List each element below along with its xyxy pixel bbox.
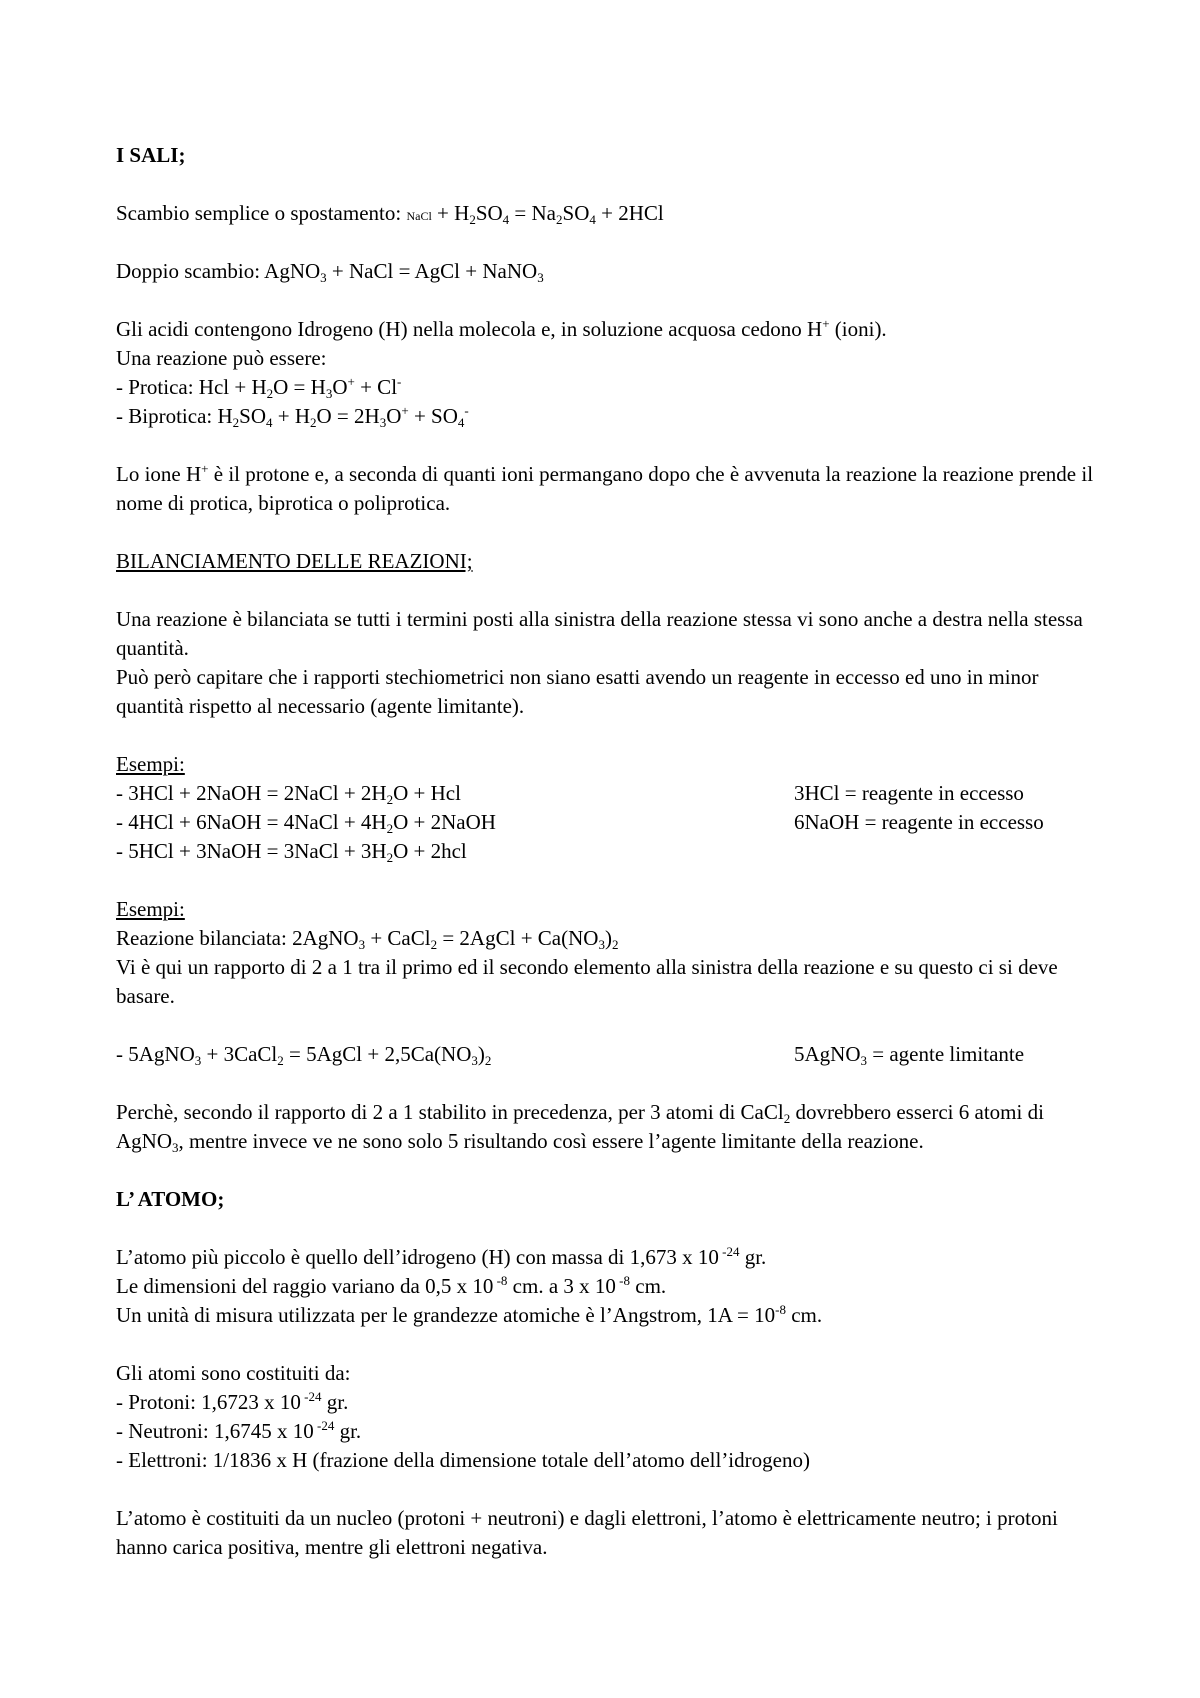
acidi-line: Gli acidi contengono Idrogeno (H) nella molecola e, in soluzione acquosa cedono H+ (ioni). bbox=[116, 316, 887, 341]
reazione-line: Una reazione può essere: bbox=[116, 346, 327, 370]
protica-line: - Protica: Hcl + $H_2O = H_3O^+ + Cl^-$ bbox=[116, 374, 402, 401]
rapporto-paragraph: Vi è qui un rapporto di 2 a 1 tra il primo ed il secondo elemento alla sinistra della reazione e su questo ci si deve basare. bbox=[116, 955, 1058, 1008]
atomo-massa-line: L’atomo più piccolo è quello dell’idrogeno (H) con massa di 1,673 x 10 $^{-24}$ gr. bbox=[116, 1244, 767, 1269]
esempi-label-1: Esempi: bbox=[116, 752, 185, 776]
atomo-angstrom-line: Un unità di misura utilizzata per le grandezze atomiche è l’Angstrom, $1A = 10^{-8}$ cm. bbox=[116, 1302, 823, 1327]
bilanciamento-paragraph-1: Una reazione è bilanciata se tutti i termini posti alla sinistra della reazione stessa vi sono anche a destra nella stessa quantità. bbox=[116, 607, 1083, 660]
document-content bbox=[116, 141, 1106, 1562]
atomo-raggio-line: Le dimensioni del raggio variano da 0,5 x 10 $^{-8}$ cm. a 3 x 10 $^{-8}$ cm. bbox=[116, 1273, 667, 1298]
example-row-limitante: - 5AgNO$_3$ + 3CaCl$_2$ = 5AgCl + $2,5Ca(NO_3)_2$ 5AgNO$_3$ = agente limitante bbox=[116, 1042, 1025, 1068]
costituiti-line: Gli atomi sono costituiti da: bbox=[116, 1361, 351, 1385]
example-note: 3HCl = reagente in eccesso bbox=[794, 781, 1024, 805]
reazione-bilanciata-line: Reazione bilanciata: 2AgNO$_3$ + CaCl$_2$ = 2AgCl + $Ca(NO_3)_2$ bbox=[116, 926, 619, 952]
bilanciamento-paragraph-2: Può però capitare che i rapporti stechiometrici non siano esatti avendo un reagente in eccesso ed uno in minor quantità rispetto al necessario (agente limitante). bbox=[116, 665, 1039, 718]
section-heading-sali: I SALI; bbox=[116, 143, 186, 167]
perche-paragraph: Perchè, secondo il rapporto di 2 a 1 stabilito in precedenza, per 3 atomi di CaCl$_2$ dovrebbero esserci 6 atomi di AgNO$_3$, mentre invece ve ne sono solo 5 risultando così essere l’agente limitante della reazione. bbox=[116, 1100, 1044, 1155]
protoni-line: - Protoni: 1,6723 x 10 $^{-24}$ gr. bbox=[116, 1389, 349, 1414]
example-row: - 5HCl + 3NaOH = 3NaCl + $3H_2O + 2hcl$ bbox=[116, 839, 467, 865]
example-row: - 3HCl + 2NaOH = 2NaCl + $2H_2O$ + Hcl 3HCl = reagente in eccesso bbox=[116, 781, 1024, 807]
elettroni-line: - Elettroni: 1/1836 x H (frazione della dimensione totale dell’atomo dell’idrogeno) bbox=[116, 1448, 810, 1472]
esempi-label-2: Esempi: bbox=[116, 897, 185, 921]
neutroni-line: - Neutroni: 1,6745 x 10 $^{-24}$ gr. bbox=[116, 1418, 362, 1443]
section-heading-bilanciamento: BILANCIAMENTO DELLE REAZIONI; bbox=[116, 549, 473, 573]
scambio-semplice-line: Scambio semplice o spostamento: NaCl + $H_2SO_4 = Na_2SO_4 + 2HCl$ bbox=[116, 201, 664, 227]
biprotica-line: - Biprotica: $H_2SO_4 + H_2O = 2H_3O^+ + SO_4^-$ bbox=[116, 403, 469, 430]
example-row: - 4HCl + 6NaOH = 4NaCl + $4H_2O$ + 2NaOH 6NaOH = reagente in eccesso bbox=[116, 810, 1044, 836]
section-heading-atomo: L’ ATOMO; bbox=[116, 1187, 225, 1211]
example-note: 5AgNO$_3$ = agente limitante bbox=[794, 1042, 1025, 1068]
example-note: 6NaOH = reagente in eccesso bbox=[794, 810, 1044, 834]
atomo-finale-paragraph: L’atomo è costituiti da un nucleo (protoni + neutroni) e dagli elettroni, l’atomo è elettricamente neutro; i protoni hanno carica positiva, mentre gli elettroni negativa. bbox=[116, 1506, 1058, 1559]
ione-paragraph: Lo ione H+ è il protone e, a seconda di quanti ioni permangano dopo che è avvenuta la reazione la reazione prende il nome di protica, biprotica o poliprotica. bbox=[116, 461, 1094, 515]
doppio-scambio-line: Doppio scambio: AgNO$_3$ + NaCl = AgCl + NaNO$_3$ bbox=[116, 259, 544, 285]
